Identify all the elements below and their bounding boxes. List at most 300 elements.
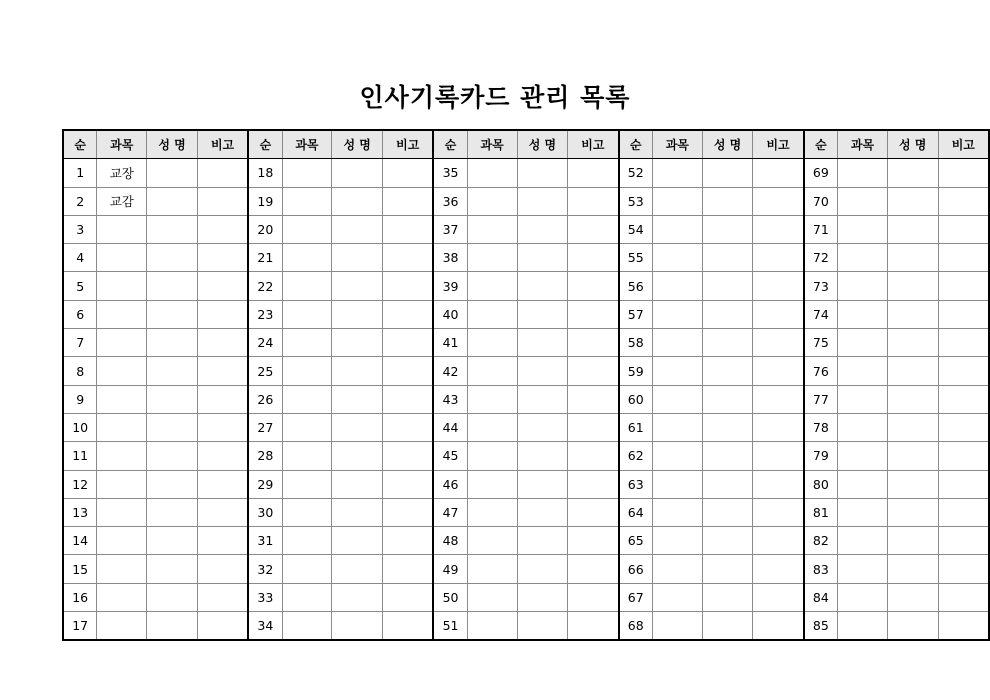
cell-subject[interactable] [652,329,702,357]
cell-note[interactable] [197,413,248,441]
cell-subject[interactable] [838,583,888,611]
cell-note[interactable] [568,583,619,611]
cell-note[interactable] [753,470,804,498]
cell-subject[interactable] [97,215,147,243]
cell-subject[interactable] [467,357,517,385]
table-row [63,527,989,555]
cell-note[interactable] [383,470,434,498]
cell-subject[interactable] [652,244,702,272]
cell-note[interactable] [938,470,989,498]
cell-note[interactable] [197,244,248,272]
cell-name[interactable] [517,385,568,413]
cell-name[interactable] [887,527,938,555]
cell-subject[interactable] [838,159,888,187]
cell-name[interactable] [517,300,568,328]
cell-subject[interactable] [838,187,888,215]
cell-subject[interactable] [282,272,332,300]
cell-subject[interactable] [282,329,332,357]
cell-number: 31 [248,527,282,555]
cell-note[interactable] [568,244,619,272]
cell-number: 54 [619,215,653,243]
cell-name[interactable] [517,272,568,300]
cell-note[interactable] [938,413,989,441]
cell-note[interactable] [938,583,989,611]
cell-subject[interactable] [652,357,702,385]
cell-subject[interactable] [652,413,702,441]
cell-subject[interactable] [838,612,888,641]
cell-note[interactable] [938,272,989,300]
cell-number: 4 [63,244,97,272]
cell-name[interactable] [702,300,753,328]
cell-name[interactable] [702,527,753,555]
cell-name[interactable] [147,215,198,243]
cell-subject[interactable] [652,187,702,215]
cell-subject[interactable] [652,300,702,328]
cell-subject[interactable] [467,527,517,555]
cell-note[interactable] [938,329,989,357]
cell-name[interactable] [702,555,753,583]
cell-subject[interactable] [97,357,147,385]
header-name: 성 명 [517,130,568,159]
cell-note[interactable] [938,612,989,641]
cell-name[interactable] [517,442,568,470]
cell-name[interactable] [887,470,938,498]
cell-note[interactable] [753,498,804,526]
cell-name[interactable] [332,413,383,441]
cell-note[interactable] [197,555,248,583]
cell-subject[interactable]: 교감 [97,187,147,215]
cell-name[interactable] [147,300,198,328]
cell-name[interactable] [332,215,383,243]
cell-note[interactable] [938,215,989,243]
cell-note[interactable] [938,527,989,555]
cell-name[interactable] [332,329,383,357]
cell-note[interactable] [753,583,804,611]
cell-number: 21 [248,244,282,272]
cell-subject[interactable] [467,244,517,272]
cell-note[interactable] [568,527,619,555]
cell-subject[interactable] [97,300,147,328]
cell-note[interactable] [197,385,248,413]
cell-note[interactable] [753,272,804,300]
cell-name[interactable] [147,272,198,300]
cell-name[interactable] [887,413,938,441]
cell-subject[interactable] [467,583,517,611]
cell-name[interactable] [332,357,383,385]
cell-subject[interactable] [652,498,702,526]
cell-subject[interactable] [467,159,517,187]
header-number: 순 [248,130,282,159]
cell-name[interactable] [517,159,568,187]
header-subject: 과목 [652,130,702,159]
header-name: 성 명 [147,130,198,159]
cell-note[interactable] [197,329,248,357]
cell-note[interactable] [568,470,619,498]
cell-name[interactable] [887,329,938,357]
cell-number: 17 [63,612,97,641]
cell-note[interactable] [197,187,248,215]
cell-name[interactable] [887,442,938,470]
cell-subject[interactable] [838,442,888,470]
cell-name[interactable] [332,159,383,187]
cell-note[interactable] [753,385,804,413]
header-number: 순 [63,130,97,159]
cell-subject[interactable] [652,159,702,187]
cell-note[interactable] [753,612,804,641]
cell-subject[interactable] [467,300,517,328]
cell-subject[interactable] [652,583,702,611]
cell-note[interactable] [383,413,434,441]
cell-subject[interactable] [652,215,702,243]
cell-subject[interactable] [838,215,888,243]
cell-note[interactable] [383,583,434,611]
cell-subject[interactable] [838,385,888,413]
cell-note[interactable] [568,498,619,526]
cell-name[interactable] [702,187,753,215]
cell-subject[interactable] [282,244,332,272]
cell-name[interactable] [702,215,753,243]
cell-name[interactable] [517,187,568,215]
cell-subject[interactable] [97,498,147,526]
cell-number: 60 [619,385,653,413]
cell-note[interactable] [753,244,804,272]
cell-subject[interactable] [838,329,888,357]
cell-subject[interactable] [838,244,888,272]
cell-subject[interactable] [838,357,888,385]
cell-subject[interactable] [97,527,147,555]
cell-note[interactable] [383,442,434,470]
cell-name[interactable] [147,527,198,555]
cell-subject[interactable] [97,244,147,272]
cell-name[interactable] [887,583,938,611]
cell-subject[interactable] [282,555,332,583]
cell-note[interactable] [568,385,619,413]
cell-note[interactable] [568,442,619,470]
cell-subject[interactable] [652,385,702,413]
cell-note[interactable] [753,215,804,243]
cell-name[interactable] [147,583,198,611]
cell-note[interactable] [568,612,619,641]
cell-name[interactable] [332,244,383,272]
cell-subject[interactable] [282,442,332,470]
cell-number: 23 [248,300,282,328]
cell-subject[interactable] [467,442,517,470]
page-title: 인사기록카드 관리 목록 [359,83,631,112]
cell-name[interactable] [147,555,198,583]
cell-number: 56 [619,272,653,300]
cell-number: 29 [248,470,282,498]
cell-note[interactable] [383,498,434,526]
cell-name[interactable] [517,583,568,611]
cell-note[interactable] [197,300,248,328]
cell-name[interactable] [702,498,753,526]
cell-note[interactable] [938,357,989,385]
cell-number: 69 [804,159,838,187]
cell-subject[interactable] [467,385,517,413]
cell-subject[interactable] [838,555,888,583]
cell-number: 67 [619,583,653,611]
cell-name[interactable] [517,329,568,357]
cell-subject[interactable] [652,555,702,583]
cell-subject[interactable] [838,470,888,498]
cell-note[interactable] [197,442,248,470]
cell-name[interactable] [887,498,938,526]
cell-note[interactable] [753,300,804,328]
cell-name[interactable] [517,470,568,498]
cell-subject[interactable] [97,612,147,641]
cell-subject[interactable] [282,612,332,641]
cell-subject[interactable] [652,612,702,641]
cell-subject[interactable] [282,357,332,385]
cell-subject[interactable] [838,300,888,328]
cell-name[interactable] [147,612,198,641]
cell-name[interactable] [332,555,383,583]
cell-name[interactable] [332,272,383,300]
cell-number: 68 [619,612,653,641]
cell-subject[interactable] [652,442,702,470]
cell-name[interactable] [332,187,383,215]
cell-number: 50 [433,583,467,611]
cell-name[interactable] [887,215,938,243]
cell-number: 55 [619,244,653,272]
cell-name[interactable] [147,470,198,498]
cell-subject[interactable] [97,555,147,583]
header-number: 순 [619,130,653,159]
cell-number: 77 [804,385,838,413]
cell-subject[interactable] [282,385,332,413]
cell-subject[interactable] [97,413,147,441]
cell-subject[interactable] [838,413,888,441]
cell-note[interactable] [383,329,434,357]
cell-name[interactable] [332,612,383,641]
cell-note[interactable] [383,527,434,555]
cell-name[interactable] [887,159,938,187]
cell-subject[interactable] [282,187,332,215]
cell-number: 76 [804,357,838,385]
cell-name[interactable] [332,470,383,498]
cell-number: 79 [804,442,838,470]
cell-subject[interactable] [282,498,332,526]
cell-name[interactable] [887,385,938,413]
cell-note[interactable] [568,357,619,385]
header-number: 순 [433,130,467,159]
cell-subject[interactable] [282,300,332,328]
cell-number: 25 [248,357,282,385]
cell-subject[interactable] [652,272,702,300]
table-row [63,612,989,641]
cell-name[interactable] [702,442,753,470]
cell-note[interactable] [753,527,804,555]
cell-note[interactable] [568,555,619,583]
cell-name[interactable] [887,244,938,272]
cell-subject[interactable] [97,272,147,300]
cell-note[interactable] [568,159,619,187]
cell-note[interactable] [938,159,989,187]
cell-note[interactable] [197,583,248,611]
cell-subject[interactable] [467,498,517,526]
cell-number: 30 [248,498,282,526]
cell-note[interactable] [753,555,804,583]
cell-name[interactable] [517,244,568,272]
cell-name[interactable] [517,527,568,555]
cell-name[interactable] [702,272,753,300]
cell-note[interactable] [753,329,804,357]
cell-number: 27 [248,413,282,441]
cell-subject[interactable] [282,159,332,187]
cell-subject[interactable] [97,442,147,470]
cell-note[interactable] [197,357,248,385]
cell-name[interactable] [147,357,198,385]
cell-note[interactable] [383,215,434,243]
cell-name[interactable] [887,555,938,583]
cell-name[interactable] [147,498,198,526]
cell-name[interactable] [517,357,568,385]
cell-name[interactable] [702,244,753,272]
cell-subject[interactable] [467,272,517,300]
cell-note[interactable] [938,555,989,583]
cell-subject[interactable] [652,470,702,498]
cell-note[interactable] [568,215,619,243]
cell-note[interactable] [753,413,804,441]
cell-number: 74 [804,300,838,328]
cell-subject[interactable] [97,470,147,498]
cell-name[interactable] [147,187,198,215]
cell-name[interactable] [702,612,753,641]
cell-name[interactable] [517,413,568,441]
cell-note[interactable] [197,527,248,555]
cell-note[interactable] [568,272,619,300]
cell-subject[interactable] [467,470,517,498]
cell-name[interactable] [887,272,938,300]
cell-subject[interactable] [838,527,888,555]
cell-note[interactable] [383,159,434,187]
cell-name[interactable] [702,583,753,611]
cell-note[interactable] [938,385,989,413]
cell-name[interactable] [332,527,383,555]
cell-name[interactable] [147,329,198,357]
table-row [63,329,989,357]
cell-name[interactable] [887,357,938,385]
cell-note[interactable] [753,357,804,385]
cell-name[interactable] [517,612,568,641]
cell-number: 18 [248,159,282,187]
cell-note[interactable] [753,159,804,187]
cell-name[interactable] [147,244,198,272]
cell-note[interactable] [197,159,248,187]
cell-name[interactable] [702,329,753,357]
cell-name[interactable] [332,300,383,328]
cell-name[interactable] [332,583,383,611]
cell-subject[interactable]: 교장 [97,159,147,187]
cell-name[interactable] [147,442,198,470]
cell-name[interactable] [887,612,938,641]
header-note: 비고 [197,130,248,159]
header-subject: 과목 [282,130,332,159]
cell-name[interactable] [887,300,938,328]
cell-note[interactable] [383,612,434,641]
cell-name[interactable] [147,159,198,187]
cell-name[interactable] [517,215,568,243]
cell-note[interactable] [383,187,434,215]
cell-number: 71 [804,215,838,243]
cell-note[interactable] [938,300,989,328]
cell-subject[interactable] [467,215,517,243]
cell-name[interactable] [702,470,753,498]
table-row [63,470,989,498]
cell-note[interactable] [383,272,434,300]
cell-subject[interactable] [838,498,888,526]
cell-name[interactable] [147,385,198,413]
cell-note[interactable] [938,187,989,215]
cell-note[interactable] [197,272,248,300]
cell-subject[interactable] [467,555,517,583]
cell-number: 10 [63,413,97,441]
cell-subject[interactable] [282,413,332,441]
cell-subject[interactable] [467,612,517,641]
cell-name[interactable] [332,385,383,413]
cell-note[interactable] [568,187,619,215]
cell-name[interactable] [887,187,938,215]
cell-number: 78 [804,413,838,441]
cell-subject[interactable] [467,413,517,441]
cell-note[interactable] [383,300,434,328]
cell-note[interactable] [753,442,804,470]
cell-name[interactable] [332,498,383,526]
cell-subject[interactable] [282,527,332,555]
cell-subject[interactable] [97,329,147,357]
cell-name[interactable] [702,159,753,187]
cell-subject[interactable] [838,272,888,300]
cell-number: 63 [619,470,653,498]
cell-note[interactable] [568,329,619,357]
cell-note[interactable] [568,300,619,328]
cell-name[interactable] [332,442,383,470]
cell-note[interactable] [197,498,248,526]
cell-note[interactable] [383,385,434,413]
cell-note[interactable] [938,244,989,272]
cell-subject[interactable] [652,527,702,555]
cell-note[interactable] [197,215,248,243]
cell-name[interactable] [702,385,753,413]
cell-subject[interactable] [97,583,147,611]
cell-note[interactable] [568,413,619,441]
cell-subject[interactable] [282,583,332,611]
cell-subject[interactable] [467,187,517,215]
cell-note[interactable] [938,442,989,470]
cell-number: 19 [248,187,282,215]
cell-note[interactable] [383,357,434,385]
cell-name[interactable] [517,498,568,526]
cell-name[interactable] [147,413,198,441]
cell-subject[interactable] [97,385,147,413]
cell-number: 3 [63,215,97,243]
cell-subject[interactable] [467,329,517,357]
cell-note[interactable] [197,612,248,641]
cell-subject[interactable] [282,470,332,498]
cell-note[interactable] [383,244,434,272]
cell-name[interactable] [702,413,753,441]
cell-note[interactable] [383,555,434,583]
personnel-record-table [62,129,990,641]
cell-subject[interactable] [282,215,332,243]
table-row [63,215,989,243]
cell-name[interactable] [517,555,568,583]
cell-note[interactable] [753,187,804,215]
cell-name[interactable] [702,357,753,385]
header-name: 성 명 [887,130,938,159]
cell-note[interactable] [938,498,989,526]
cell-note[interactable] [197,470,248,498]
